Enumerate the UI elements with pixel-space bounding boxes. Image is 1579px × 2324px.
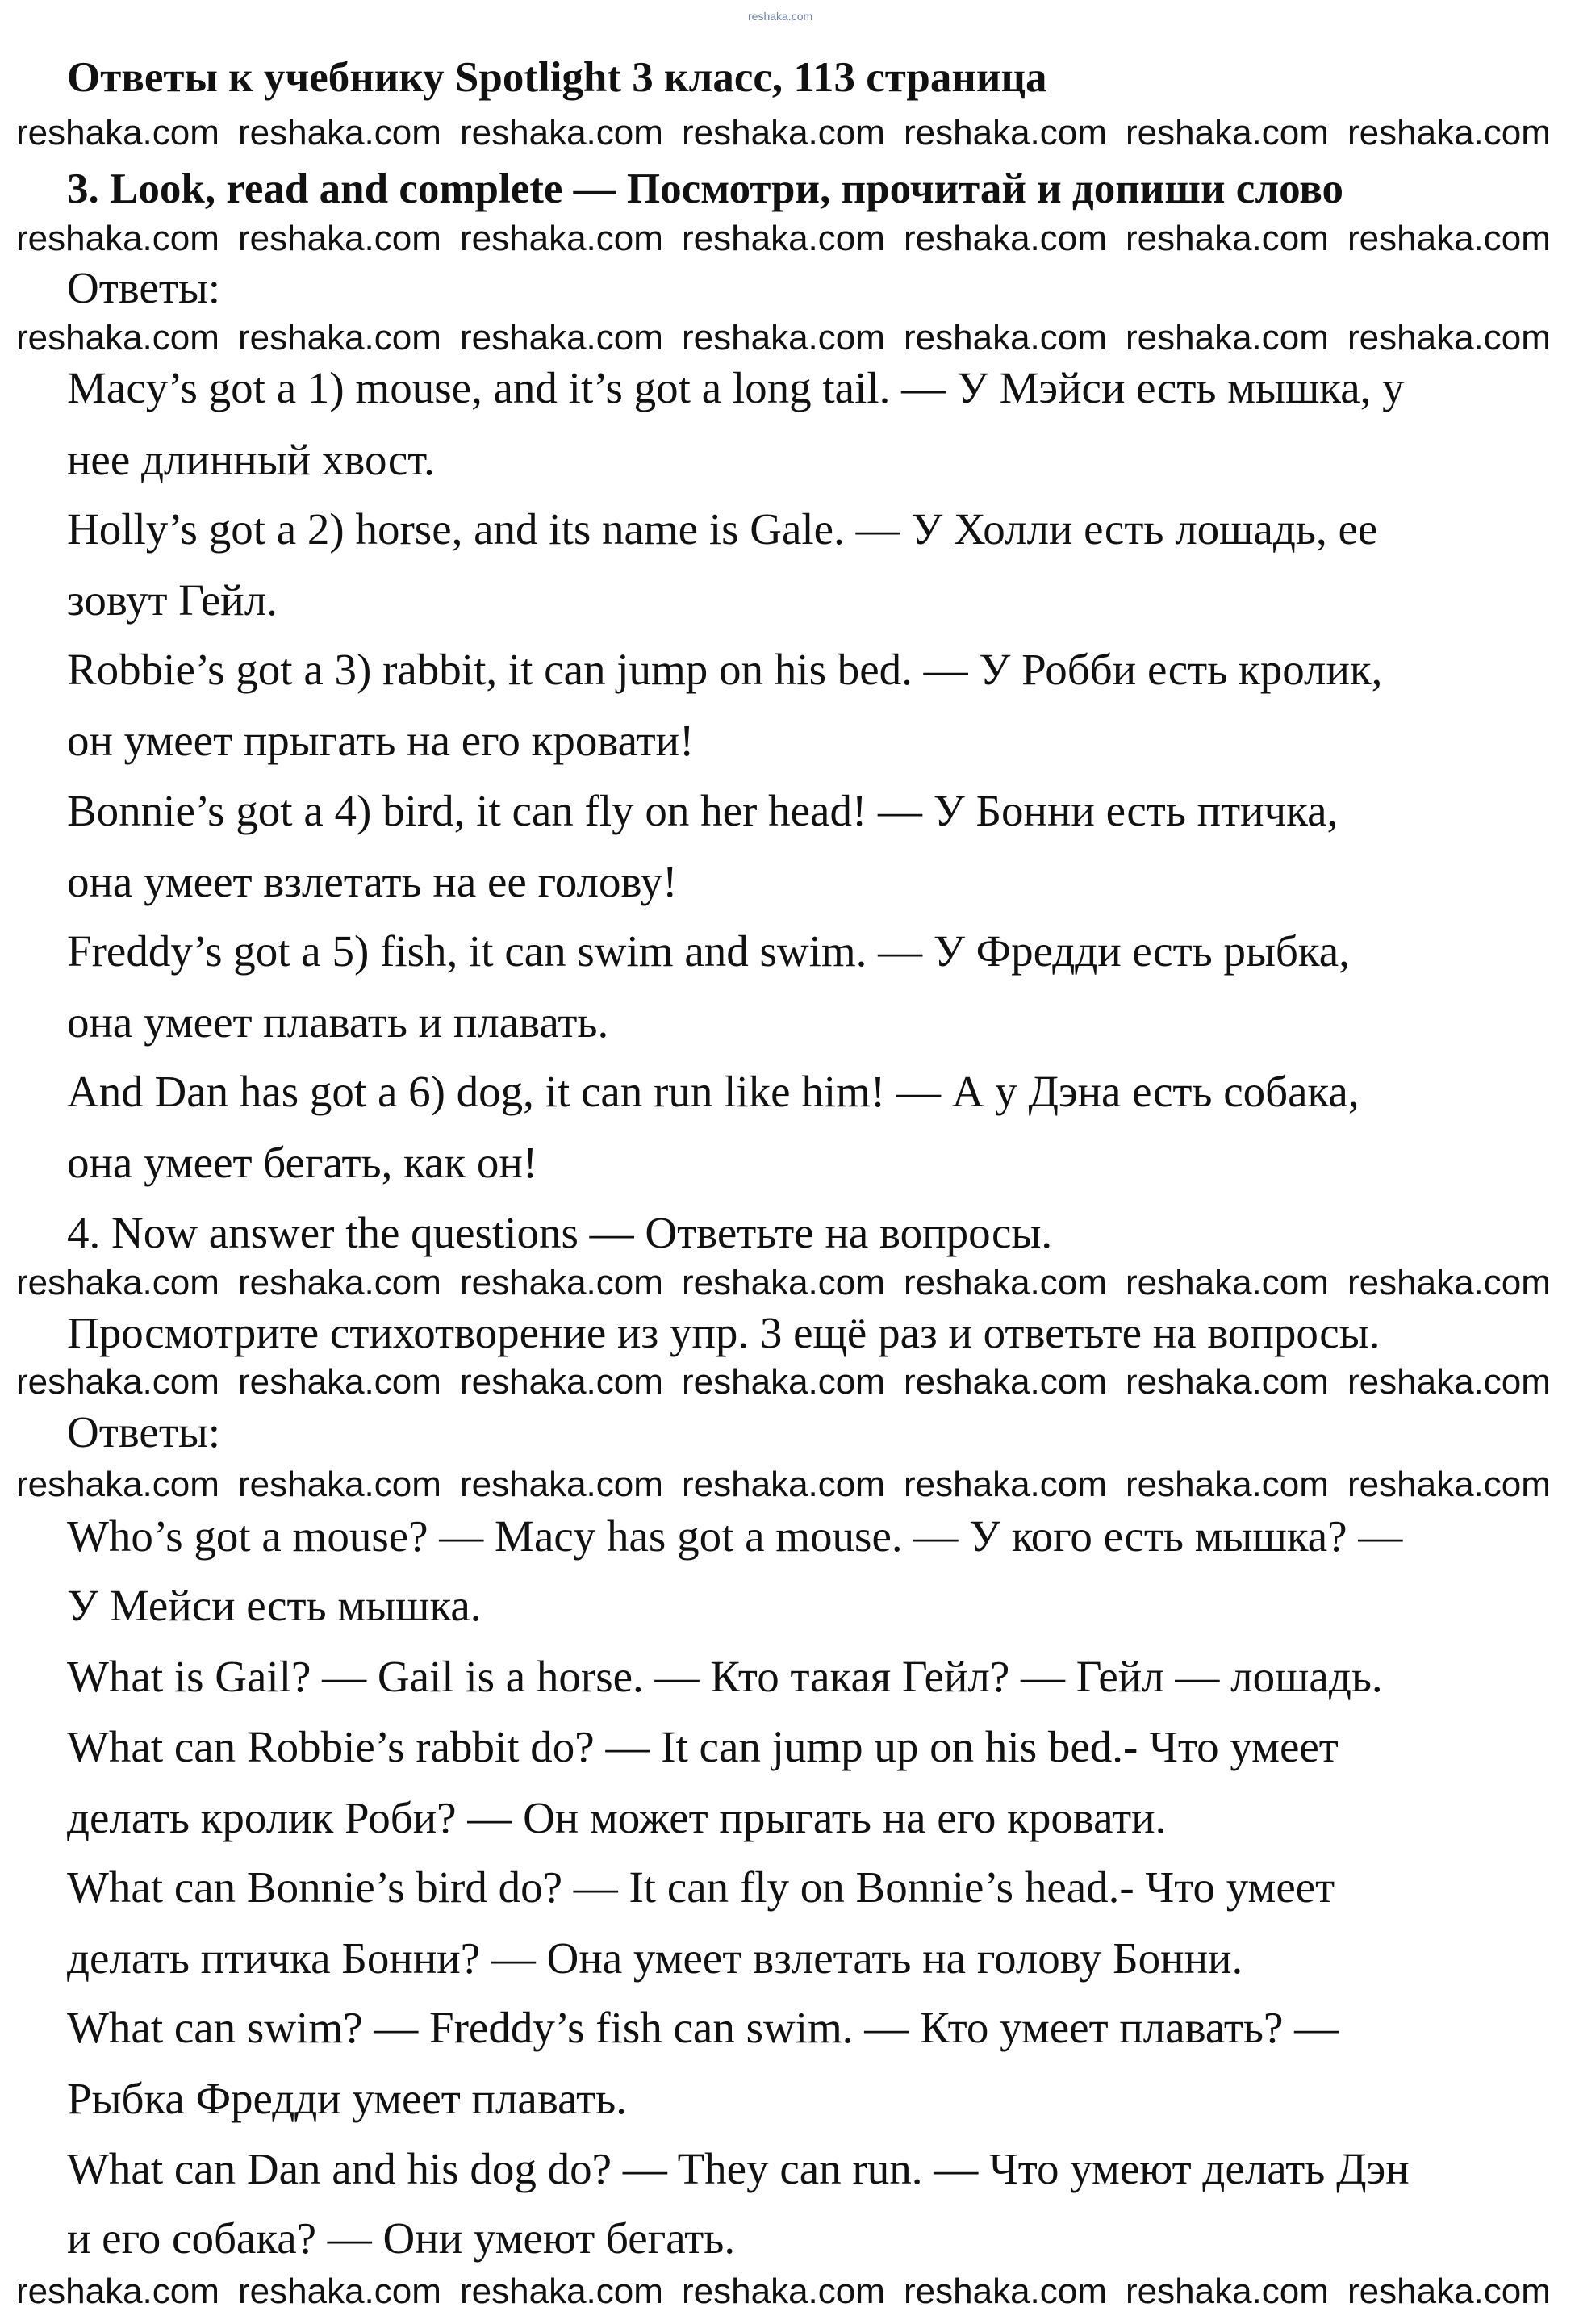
watermark: reshaka.com — [904, 1465, 1107, 1504]
answer-line: он умеет прыгать на его кровати! — [67, 716, 695, 765]
watermark: reshaka.com — [1126, 113, 1329, 153]
watermark: reshaka.com — [904, 1263, 1107, 1302]
watermark: reshaka.com — [1126, 1362, 1329, 1402]
answer-line: Holly’s got a 2) horse, and its name is Gale. — У Холли есть лошадь, ее — [67, 504, 1378, 554]
watermark: reshaka.com — [1347, 113, 1551, 153]
watermark: reshaka.com — [1347, 219, 1551, 258]
watermark: reshaka.com — [16, 318, 219, 357]
watermark: reshaka.com — [238, 1263, 441, 1302]
watermark: reshaka.com — [1126, 1465, 1329, 1504]
watermark: reshaka.com — [460, 219, 663, 258]
watermark: reshaka.com — [16, 113, 219, 153]
task4-instruction: Просмотрите стихотворение из упр. 3 ещё раз и ответьте на вопросы. — [67, 1308, 1381, 1357]
answer-line: What can Dan and his dog do? — They can run. — Что умеют делать Дэн — [67, 2144, 1410, 2193]
watermark: reshaka.com — [682, 318, 885, 357]
watermark: reshaka.com — [1347, 1362, 1551, 1402]
watermark: reshaka.com — [748, 10, 813, 23]
watermark: reshaka.com — [1126, 2272, 1329, 2311]
watermark: reshaka.com — [1347, 2272, 1551, 2311]
answers-label: Ответы: — [67, 263, 221, 312]
watermark: reshaka.com — [682, 1465, 885, 1504]
watermark: reshaka.com — [1347, 318, 1551, 357]
watermark: reshaka.com — [682, 1263, 885, 1302]
watermark: reshaka.com — [682, 219, 885, 258]
watermark: reshaka.com — [682, 2272, 885, 2311]
watermark: reshaka.com — [1126, 318, 1329, 357]
watermark: reshaka.com — [460, 1263, 663, 1302]
watermark: reshaka.com — [16, 1362, 219, 1402]
answer-line: What can Bonnie’s bird do? — It can fly on Bonnie’s head.- Что умеет — [67, 1862, 1335, 1912]
watermark: reshaka.com — [1347, 1465, 1551, 1504]
watermark: reshaka.com — [682, 1362, 885, 1402]
answer-line: And Dan has got a 6) dog, it can run like him! — А у Дэна есть собака, — [67, 1067, 1360, 1116]
watermark: reshaka.com — [1126, 1263, 1329, 1302]
watermark: reshaka.com — [460, 1465, 663, 1504]
watermark: reshaka.com — [238, 2272, 441, 2311]
watermark: reshaka.com — [16, 219, 219, 258]
watermark: reshaka.com — [904, 2272, 1107, 2311]
page-title: Ответы к учебнику Spotlight 3 класс, 113 страница — [67, 54, 1047, 101]
watermark: reshaka.com — [460, 2272, 663, 2311]
watermark: reshaka.com — [460, 1362, 663, 1402]
answer-line: What is Gail? — Gail is a horse. — Кто такая Гейл? — Гейл — лошадь. — [67, 1652, 1383, 1701]
answer-line: Freddy’s got a 5) fish, it can swim and swim. — У Фредди есть рыбка, — [67, 926, 1350, 976]
answer-line: она умеет бегать, как он! — [67, 1138, 538, 1187]
watermark: reshaka.com — [682, 113, 885, 153]
answer-line: Who’s got a mouse? — Macy has got a mouse. — У кого есть мышка? — — [67, 1511, 1403, 1561]
watermark: reshaka.com — [1347, 1263, 1551, 1302]
answer-line: What can Robbie’s rabbit do? — It can jump up on his bed.- Что умеет — [67, 1722, 1339, 1771]
task4-heading: 4. Now answer the questions — Ответьте на вопросы. — [67, 1208, 1053, 1257]
answer-line: У Мейси есть мышка. — [67, 1581, 482, 1630]
answer-line: Bonnie’s got a 4) bird, it can fly on her head! — У Бонни есть птичка, — [67, 786, 1339, 835]
answers-label: Ответы: — [67, 1407, 221, 1457]
watermark: reshaka.com — [460, 113, 663, 153]
answer-line: Macy’s got a 1) mouse, and it’s got a long tail. — У Мэйси есть мышка, у — [67, 363, 1405, 412]
answer-line: What can swim? — Freddy’s fish can swim. — Кто умеет плавать? — — [67, 2003, 1339, 2052]
watermark: reshaka.com — [904, 318, 1107, 357]
answer-line: она умеет плавать и плавать. — [67, 997, 609, 1047]
watermark: reshaka.com — [1126, 219, 1329, 258]
watermark: reshaka.com — [238, 1465, 441, 1504]
answer-line: Рыбка Фредди умеет плавать. — [67, 2074, 627, 2123]
answer-line: она умеет взлетать на ее голову! — [67, 857, 678, 906]
watermark: reshaka.com — [460, 318, 663, 357]
watermark: reshaka.com — [904, 219, 1107, 258]
watermark: reshaka.com — [238, 113, 441, 153]
watermark: reshaka.com — [904, 1362, 1107, 1402]
watermark: reshaka.com — [16, 1465, 219, 1504]
watermark: reshaka.com — [238, 318, 441, 357]
answer-line: нее длинный хвост. — [67, 435, 435, 484]
watermark: reshaka.com — [16, 2272, 219, 2311]
answer-line: Robbie’s got a 3) rabbit, it can jump on his bed. — У Робби есть кролик, — [67, 645, 1383, 694]
watermark: reshaka.com — [238, 1362, 441, 1402]
watermark: reshaka.com — [16, 1263, 219, 1302]
answer-line: делать кролик Роби? — Он может прыгать на его кровати. — [67, 1793, 1167, 1842]
answer-line: зовут Гейл. — [67, 575, 278, 625]
answer-line: и его собака? — Они умеют бегать. — [67, 2213, 736, 2263]
watermark: reshaka.com — [904, 113, 1107, 153]
watermark: reshaka.com — [238, 219, 441, 258]
task3-heading: 3. Look, read and complete — Посмотри, прочитай и допиши слово — [67, 165, 1344, 212]
answer-line: делать птичка Бонни? — Она умеет взлетать на голову Бонни. — [67, 1933, 1243, 1983]
